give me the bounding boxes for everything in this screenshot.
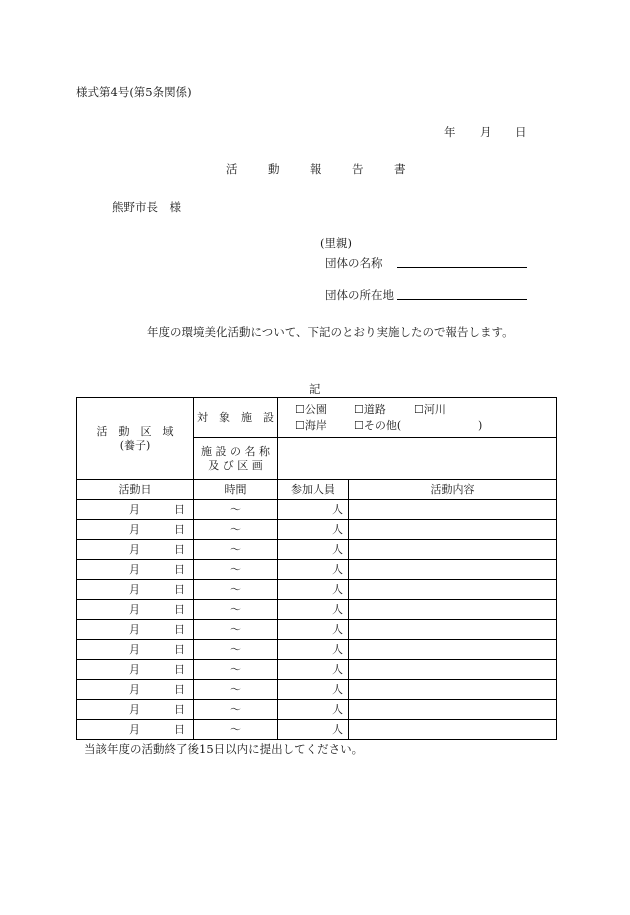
participants-cell[interactable]: 人 xyxy=(278,580,349,600)
facility-name-field[interactable] xyxy=(278,438,557,480)
option-park-checkbox[interactable]: ☐公園 xyxy=(295,402,327,416)
day-label: 日 xyxy=(174,602,185,616)
title-char: 書 xyxy=(394,162,406,176)
date-year-label: 年 xyxy=(444,125,456,139)
month-label: 月 xyxy=(129,522,140,536)
activity-date-cell[interactable] xyxy=(77,560,194,580)
participants-cell[interactable]: 人 xyxy=(278,520,349,540)
month-label: 月 xyxy=(129,602,140,616)
option-other-close: ) xyxy=(478,418,483,432)
table-row xyxy=(77,560,557,580)
activity-content-cell[interactable] xyxy=(349,580,557,600)
time-cell[interactable]: 〜 xyxy=(194,540,278,560)
activity-date-cell[interactable] xyxy=(77,700,194,720)
activity-area-sublabel: (養子) xyxy=(119,438,151,452)
option-river-checkbox[interactable]: ☐河川 xyxy=(414,402,446,416)
activity-content-cell[interactable] xyxy=(349,720,557,740)
day-label: 日 xyxy=(174,522,185,536)
participants-cell[interactable]: 人 xyxy=(278,680,349,700)
day-label: 日 xyxy=(174,622,185,636)
activity-date-cell[interactable] xyxy=(77,660,194,680)
day-label: 日 xyxy=(174,582,185,596)
facility-name-label xyxy=(194,438,278,480)
report-table xyxy=(76,397,557,740)
time-cell[interactable]: 〜 xyxy=(194,500,278,520)
activity-date-cell[interactable] xyxy=(77,500,194,520)
activity-date-cell[interactable] xyxy=(77,620,194,640)
group-name-label: 団体の名称 xyxy=(325,256,383,270)
participants-cell[interactable]: 人 xyxy=(278,500,349,520)
activity-content-cell[interactable] xyxy=(349,520,557,540)
header-activity-content: 活動内容 xyxy=(349,480,557,500)
group-name-field[interactable] xyxy=(397,267,527,268)
month-label: 月 xyxy=(129,622,140,636)
month-label: 月 xyxy=(129,682,140,696)
table-row xyxy=(77,660,557,680)
title-char: 活 xyxy=(226,162,238,176)
activity-content-cell[interactable] xyxy=(349,560,557,580)
option-coast-checkbox[interactable]: ☐海岸 xyxy=(295,418,327,432)
activity-area-label-cell xyxy=(77,398,194,480)
facility-name-label-line1: 施 設 の 名 称 xyxy=(201,444,270,458)
addressee: 熊野市長 様 xyxy=(112,200,181,214)
group-address-field[interactable] xyxy=(397,299,527,300)
facility-options xyxy=(278,398,557,438)
activity-content-cell[interactable] xyxy=(349,600,557,620)
option-road-checkbox[interactable]: ☐道路 xyxy=(354,402,386,416)
month-label: 月 xyxy=(129,702,140,716)
day-label: 日 xyxy=(174,502,185,516)
time-cell[interactable]: 〜 xyxy=(194,680,278,700)
date-day-label: 日 xyxy=(515,125,527,139)
title-char: 告 xyxy=(352,162,364,176)
day-label: 日 xyxy=(174,722,185,736)
time-cell[interactable]: 〜 xyxy=(194,560,278,580)
table-row xyxy=(77,640,557,660)
month-label: 月 xyxy=(129,542,140,556)
title-char: 動 xyxy=(268,162,280,176)
day-label: 日 xyxy=(174,702,185,716)
table-row xyxy=(77,520,557,540)
day-label: 日 xyxy=(174,542,185,556)
time-cell[interactable]: 〜 xyxy=(194,640,278,660)
activity-content-cell[interactable] xyxy=(349,620,557,640)
month-label: 月 xyxy=(129,582,140,596)
header-activity-date: 活動日 xyxy=(77,480,194,500)
table-row xyxy=(77,580,557,600)
participants-cell[interactable]: 人 xyxy=(278,540,349,560)
activity-content-cell[interactable] xyxy=(349,640,557,660)
table-row xyxy=(77,540,557,560)
table-row xyxy=(77,600,557,620)
time-cell[interactable]: 〜 xyxy=(194,520,278,540)
activity-date-cell[interactable] xyxy=(77,540,194,560)
applicant-role: (里親) xyxy=(320,236,352,250)
day-label: 日 xyxy=(174,682,185,696)
activity-date-cell[interactable] xyxy=(77,680,194,700)
participants-cell[interactable]: 人 xyxy=(278,600,349,620)
header-time: 時間 xyxy=(194,480,278,500)
group-address-label: 団体の所在地 xyxy=(325,288,394,302)
activity-date-cell[interactable] xyxy=(77,580,194,600)
time-cell[interactable]: 〜 xyxy=(194,580,278,600)
ki-heading: 記 xyxy=(309,382,321,396)
document-title xyxy=(226,161,406,177)
activity-content-cell[interactable] xyxy=(349,680,557,700)
activity-area-label: 活 動 区 域 xyxy=(96,424,174,438)
time-cell[interactable]: 〜 xyxy=(194,700,278,720)
activity-content-cell[interactable] xyxy=(349,660,557,680)
day-label: 日 xyxy=(174,642,185,656)
time-cell[interactable]: 〜 xyxy=(194,720,278,740)
participants-cell[interactable]: 人 xyxy=(278,620,349,640)
facility-name-label-line2: 及 び 区 画 xyxy=(208,458,263,472)
date-month-label: 月 xyxy=(480,125,492,139)
time-cell[interactable]: 〜 xyxy=(194,620,278,640)
table-row xyxy=(77,680,557,700)
activity-content-cell[interactable] xyxy=(349,500,557,520)
form-number: 様式第4号(第5条関係) xyxy=(76,85,192,99)
month-label: 月 xyxy=(129,722,140,736)
activity-content-cell[interactable] xyxy=(349,540,557,560)
participants-cell[interactable]: 人 xyxy=(278,700,349,720)
month-label: 月 xyxy=(129,642,140,656)
footer-note: 当該年度の活動終了後15日以内に提出してください。 xyxy=(84,742,364,756)
option-other-checkbox[interactable]: ☐その他( xyxy=(354,418,402,432)
participants-cell[interactable]: 人 xyxy=(278,560,349,580)
month-label: 月 xyxy=(129,502,140,516)
activity-date-cell[interactable] xyxy=(77,720,194,740)
day-label: 日 xyxy=(174,662,185,676)
title-char: 報 xyxy=(310,162,322,176)
table-row xyxy=(77,620,557,640)
participants-cell[interactable]: 人 xyxy=(278,640,349,660)
table-row xyxy=(77,500,557,520)
activity-content-cell[interactable] xyxy=(349,700,557,720)
activity-date-cell[interactable] xyxy=(77,520,194,540)
month-label: 月 xyxy=(129,662,140,676)
participants-cell[interactable]: 人 xyxy=(278,660,349,680)
target-facility-label: 対 象 施 設 xyxy=(194,398,278,438)
table-row xyxy=(77,720,557,740)
time-cell[interactable]: 〜 xyxy=(194,660,278,680)
table-row xyxy=(77,700,557,720)
statement: 年度の環境美化活動について、下記のとおり実施したので報告します。 xyxy=(147,325,514,339)
day-label: 日 xyxy=(174,562,185,576)
activity-date-cell[interactable] xyxy=(77,600,194,620)
header-participants: 参加人員 xyxy=(278,480,349,500)
participants-cell[interactable]: 人 xyxy=(278,720,349,740)
month-label: 月 xyxy=(129,562,140,576)
activity-date-cell[interactable] xyxy=(77,640,194,660)
time-cell[interactable]: 〜 xyxy=(194,600,278,620)
